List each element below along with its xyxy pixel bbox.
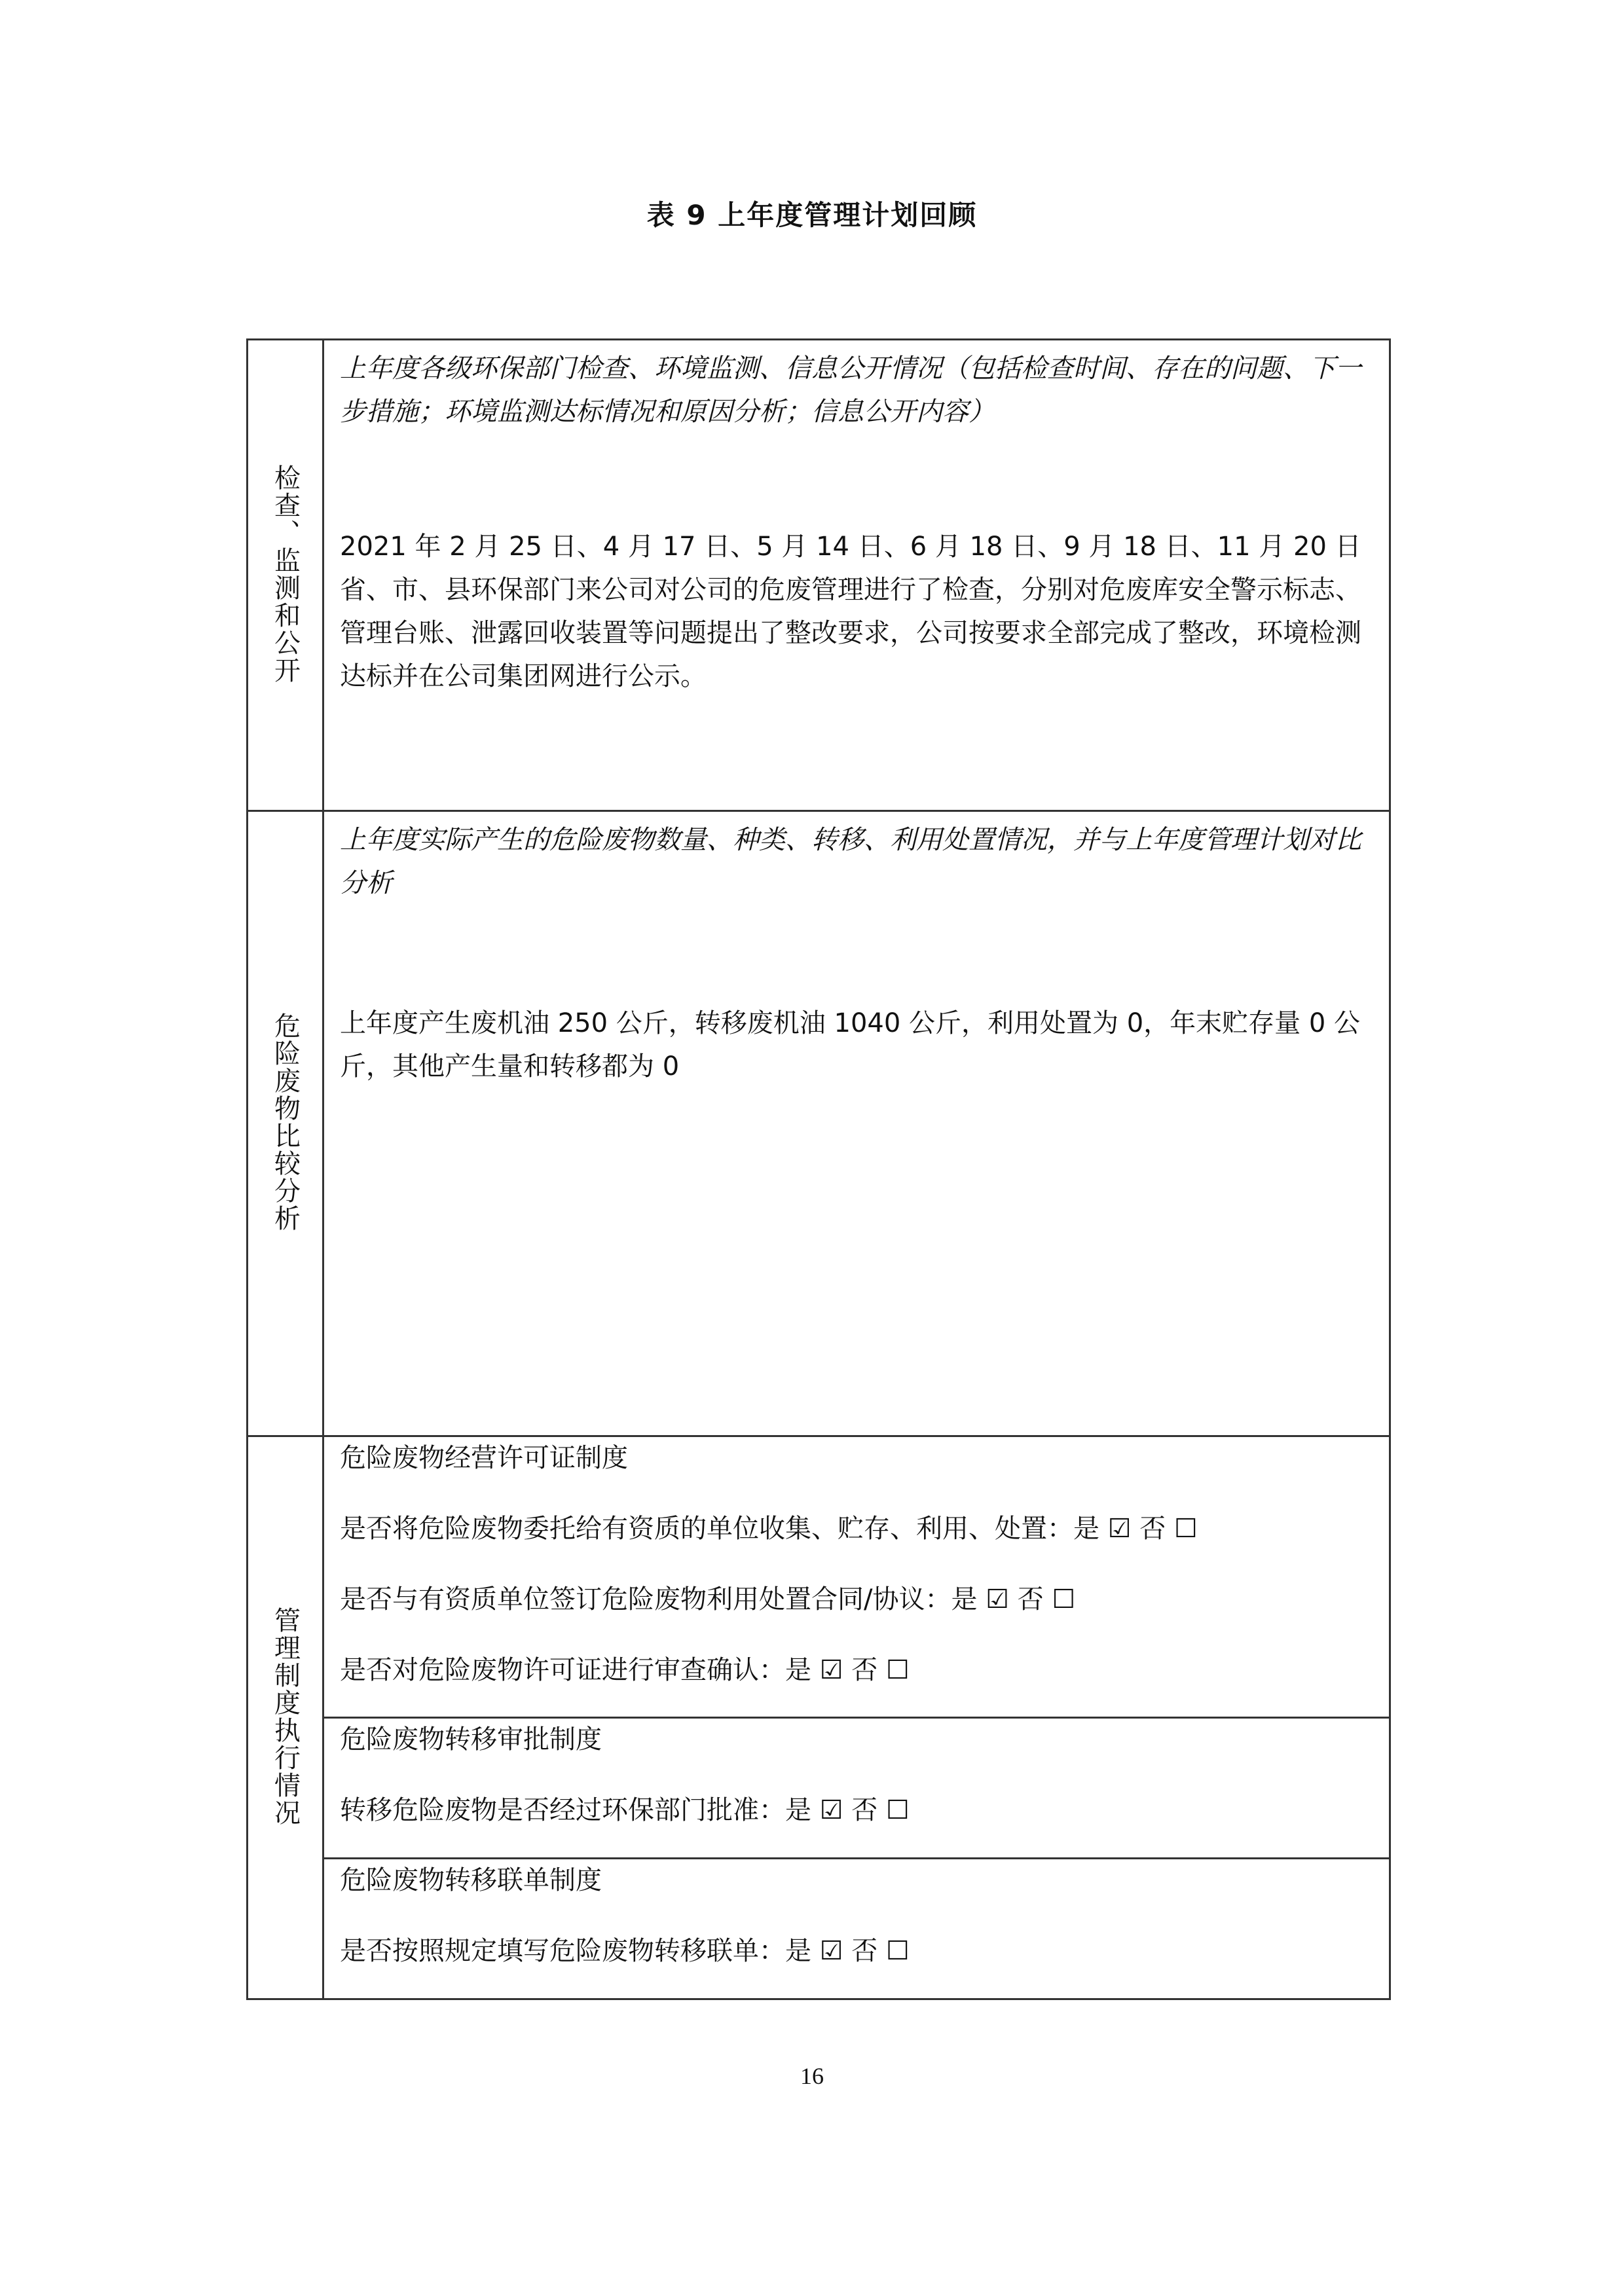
license-question-2: 是否与有资质单位签订危险废物利用处置合同/协议：是 ☑ 否 ☐ xyxy=(340,1584,1076,1614)
inspection-label: 检查、监测和公开 xyxy=(270,464,301,684)
transfer-manifest-cell xyxy=(323,1859,1390,1999)
license-question-3: 是否对危险废物许可证进行审查确认：是 ☑ 否 ☐ xyxy=(340,1655,910,1685)
inspection-content-cell xyxy=(323,340,1390,811)
table-title: 表 9 上年度管理计划回顾 xyxy=(646,199,978,231)
waste-comparison-label: 危险废物比较分析 xyxy=(270,1012,301,1232)
transfer-approval-question: 转移危险废物是否经过环保部门批准：是 ☑ 否 ☐ xyxy=(340,1795,910,1825)
inspection-content: 2021 年 2 月 25 日、4 月 17 日、5 月 14 日、6 月 18 日、9 月 18 日、11 月 20 日省、市、县环保部门来公司对公司的危废管理进行了检查，分别对危废库安全警示标志、管理台账、泄露回收装置等问题提出了整改要求，公司按要求全部完成了整改，环境检测达标并在公司集团网进行公示。 xyxy=(340,532,1361,691)
inspection-prompt: 上年度各级环保部门检查、环境监测、信息公开情况（包括检查时间、存在的问题、下一步措施；环境监测达标情况和原因分析；信息公开内容） xyxy=(340,354,1361,427)
license-system-heading: 危险废物经营许可证制度 xyxy=(340,1443,628,1473)
management-label: 管理制度执行情况 xyxy=(270,1606,301,1827)
transfer-manifest-row xyxy=(248,1859,1390,1999)
transfer-manifest-question: 是否按照规定填写危险废物转移联单：是 ☑ 否 ☐ xyxy=(340,1936,910,1966)
transfer-manifest-heading: 危险废物转移联单制度 xyxy=(340,1865,602,1895)
page-number: 16 xyxy=(800,2063,824,2089)
license-system-cell xyxy=(323,1436,1390,1718)
management-review-table xyxy=(246,338,1391,2000)
waste-comparison-content-cell xyxy=(323,811,1390,1436)
management-label-cell xyxy=(248,1436,323,1999)
inspection-label-cell xyxy=(248,340,323,811)
waste-comparison-row xyxy=(248,811,1390,1436)
inspection-row xyxy=(248,340,1390,811)
transfer-approval-cell xyxy=(323,1718,1390,1859)
license-question-1: 是否将危险废物委托给有资质的单位收集、贮存、利用、处置：是 ☑ 否 ☐ xyxy=(340,1514,1198,1544)
waste-comparison-prompt: 上年度实际产生的危险废物数量、种类、转移、利用处置情况，并与上年度管理计划对比分析 xyxy=(340,825,1361,898)
license-system-row xyxy=(248,1436,1390,1718)
waste-comparison-label-cell xyxy=(248,811,323,1436)
transfer-approval-heading: 危险废物转移审批制度 xyxy=(340,1724,602,1755)
transfer-approval-row xyxy=(248,1718,1390,1859)
waste-comparison-content: 上年度产生废机油 250 公斤，转移废机油 1040 公斤，利用处置为 0，年末贮存量 0 公斤，其他产生量和转移都为 0 xyxy=(340,1008,1361,1082)
